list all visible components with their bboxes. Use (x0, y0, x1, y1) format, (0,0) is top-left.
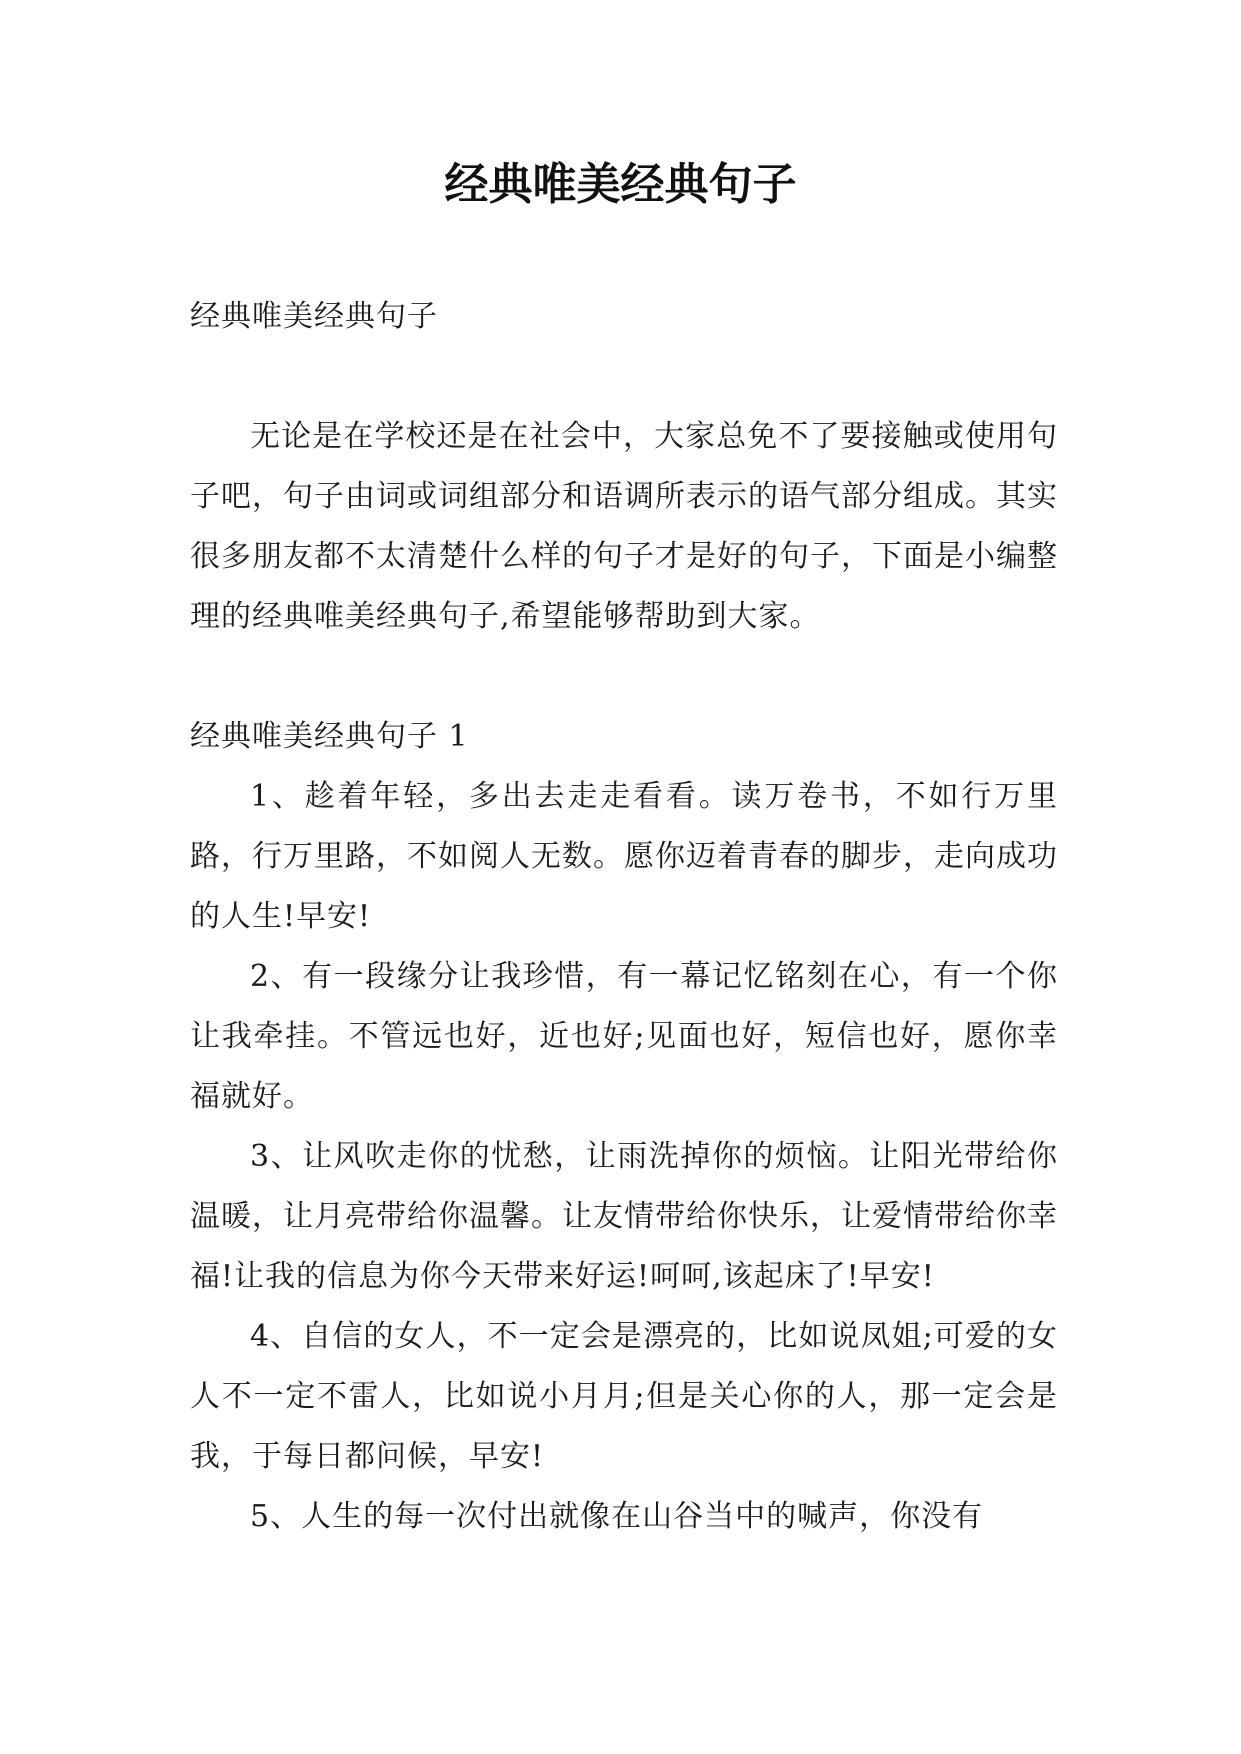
intro-paragraph: 无论是在学校还是在社会中，大家总免不了要接触或使用句子吧，句子由词或词组部分和语调所表示的语气部分组成。其实很多朋友都不太清楚什么样的句子才是好的句子，下面是小编整理的经典唯美经典句子,希望能够帮助到大家。 (190, 419, 1058, 634)
sentence-item-1: 1、趁着年轻，多出去走走看看。读万卷书，不如行万里路，行万里路，不如阅人无数。愿你迈着青春的脚步，走向成功的人生!早安! (190, 779, 1058, 934)
sentence-item-4: 4、自信的女人，不一定会是漂亮的，比如说凤姐;可爱的女人不一定不雷人，比如说小月月;但是关心你的人，那一定会是我，于每日都问候，早安! (190, 1319, 1058, 1474)
document-title: 经典唯美经典句子 (444, 159, 797, 210)
sentence-item-5: 5、人生的每一次付出就像在山谷当中的喊声，你没有 (250, 1499, 984, 1534)
document-subtitle: 经典唯美经典句子 (190, 299, 438, 334)
sentence-item-2: 2、有一段缘分让我珍惜，有一幕记忆铭刻在心，有一个你让我牵挂。不管远也好，近也好;见面也好，短信也好，愿你幸福就好。 (190, 959, 1058, 1114)
section-heading: 经典唯美经典句子 1 (190, 719, 469, 754)
sentence-item-3: 3、让风吹走你的忧愁，让雨洗掉你的烦恼。让阳光带给你温暖，让月亮带给你温馨。让友情带给你快乐，让爱情带给你幸福!让我的信息为你今天带来好运!呵呵,该起床了!早安! (190, 1139, 1058, 1294)
document-body (190, 287, 1058, 1547)
